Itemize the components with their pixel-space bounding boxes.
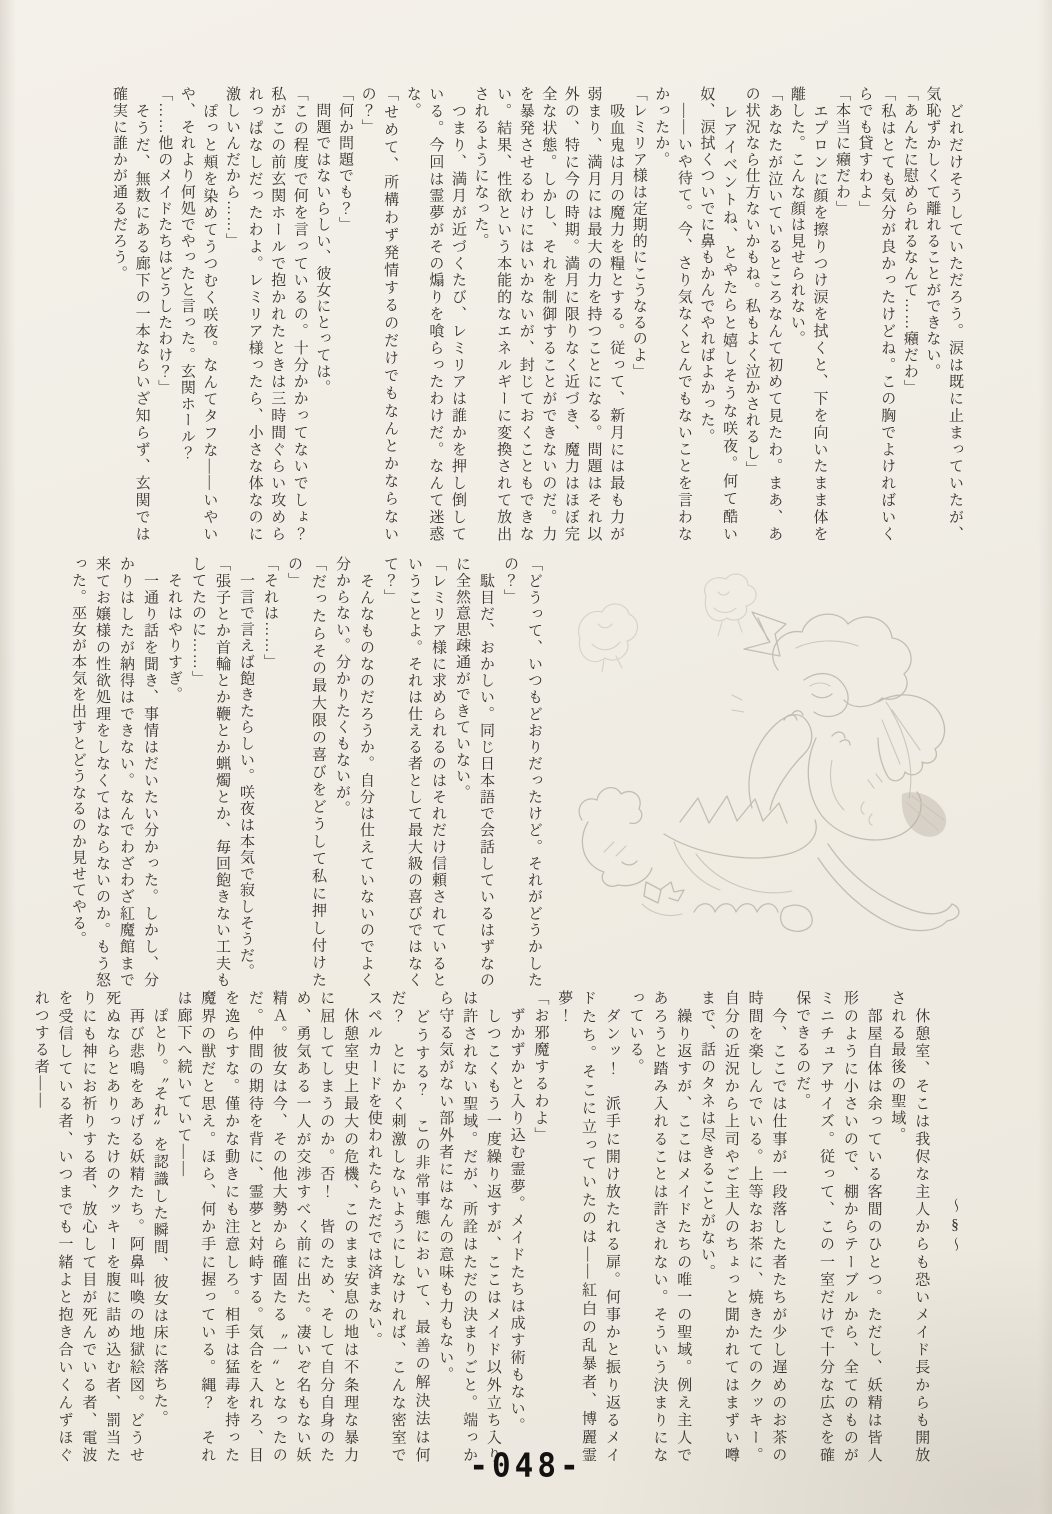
paragraph: 「どうって、いつもどおりだったけど。それがどうかしたの？」	[502, 556, 542, 988]
paragraph: どれだけそうしていただろう。涙は既に止まっていたが、気恥ずかしくて離れることができない。	[924, 86, 963, 542]
paragraph: つまり、満月が近づくたび、レミリアは誰かを押し倒している。今回は霊夢がその煽りを喰らったわけだ。なんて迷惑な。	[404, 86, 466, 542]
top-text-block	[100, 86, 966, 559]
paragraph: しつこくもう一度繰り返すが、ここはメイド以外立ち入りは許されない聖域。だが、所詮はただの決まりごと。端っから守る気がない部外者にはなんの意味も力もない。	[437, 990, 501, 1464]
sketch-illustration	[546, 552, 966, 988]
paragraph: 「張子とか首輪とか鞭とか蝋燭とか、毎回飽きない工夫もしてたのに……」	[190, 556, 230, 988]
paragraph: どうする？ この非常事態において、最善の解決法は何だ？ とにかく刺激しないようにしなければ、こんな密室でスペルカードを使われたらただでは済まない。	[365, 990, 430, 1464]
paragraph: ダンッ！ 派手に開け放たれる扉。何事かと振り返るメイドたち。そこに立っていたのは――紅白の乱暴者、博麗霊夢！	[556, 990, 620, 1464]
paragraph: 休憩室、そこは我侭な主人からも恐いメイド長からも開放される最後の聖域。	[889, 990, 930, 1464]
paragraph: 一言で言えば飽きたらしい。咲夜は本気で寂しそうだ。	[238, 556, 254, 980]
paragraph: ぽとり。〝それ〟を認識した瞬間、彼女は床に落ちた。	[151, 990, 168, 1428]
paragraph: 「せめて、所構わず発情するのだけでもなんとかならないの？」	[359, 86, 399, 542]
paragraph: そうだ、無数にある廊下の一本ならいざ知らず、玄関では確実に誰かが通るだろう。	[111, 86, 150, 542]
paragraph: エプロンに顔を擦りつけ涙を拭くと、下を向いたまま体を離した。こんな顔は見せられない。	[788, 86, 828, 542]
paragraph: 「それは……」	[262, 556, 278, 671]
paragraph: 問題ではないらしい、彼女にとっては。	[314, 86, 331, 396]
paragraph: 駄目だ、おかしい。同じ日本語で会話しているはずなのに全然意思疎通ができていない。	[454, 556, 494, 988]
paragraph: 今、ここでは仕事が一段落した者たちが少し遅めのお茶の時間を楽しんでいる。上等なお茶に、焼きたてのクッキー。自分の近況から上司やご主人のちょっと聞かれてはまずい噂まで、話のタネは尽きることがない。	[699, 990, 787, 1464]
pencil-sketch-svg	[546, 552, 966, 988]
paragraph: 一通り話を聞き、事情はだいたい分かった。しかし、分かりはしたが納得はできない。なんでわざわざ紅魔館まで来てお嬢様の性欲処理をしなくてはならないのか。もう怒った。巫女が本気を出すとどうなるのか見せてやる。	[70, 556, 158, 988]
section-divider: 〜§〜	[947, 1198, 963, 1256]
paragraph: 「……他のメイドたちはどうしたわけ？」	[156, 86, 173, 396]
paragraph: 吸血鬼は月の魔力を糧とする。従って、新月には最も力が弱まり、満月には最大の力を持つことになる。問題はそれ以外の、特に今の時期。満月に限りなく近づき、魔力はほぼ完全な状態。しかし、それを制御することができないのだ。力を暴発させるわけにはいかないが、封じておくこともできない。結果、性欲という本能的なエネルギーに変換されて放出されるようになった。	[472, 86, 625, 542]
bottom-text-block	[32, 990, 966, 1464]
paragraph: 「私はとても気分が良かったけどね。この胸でよければいくらでも貸すわよ」	[856, 86, 896, 542]
paragraph: 休憩室史上最大の危機、このまま安息の地は不条理な暴力に屈してしまうのか。否！ 皆のため、そして自分自身のため、勇気ある一人が交渉すべく前に出た。凄いぞ名もない妖精Ａ。彼女は今、その他大勢から確固たる〝一〟となったのだ。仲間の期待を背に、霊夢と対峙する。気合を入れろ、目を逸らすな。僅かな動きにも注意しろ。相手は猛毒を持った魔界の獣だと思え。ほら、何か手に握っている。縄？ それは廊下へ続いていて――	[175, 990, 359, 1464]
paragraph: 部屋自体は余っている客間のひとつ。ただし、妖精は皆人形のように小さいので、棚からテーブルから、全てのものがミニチュアサイズ。従って、この一室だけで十分な広さを確保できるのだ。	[794, 990, 882, 1464]
paragraph: ぽっと頬を染めてうつむく咲夜。なんてタフな――いやいや、それより何処でやったと言った。玄関ホール？	[178, 86, 218, 542]
paragraph: 再び悲鳴をあげる妖精たち。阿鼻叫喚の地獄絵図。どうせ死ぬならとありったけのクッキーを腹に詰め込む者、罰当たりにも神にお祈りする者、放心して目が死んでいる者、電波を受信している者、いつまでも一緒よと抱き合いくんずほぐれつする者――	[32, 990, 144, 1464]
paragraph: 「この程度で何を言っているの。十分かかってないでしょ？ 私がこの前玄関ホールで抱かれたときは三時間ぐらい攻められっぱなしだったわよ。レミリア様ったら、小さな体なのに激しいんだから……」	[224, 86, 308, 559]
paragraph: 繰り返すが、ここはメイドたちの唯一の聖域。例え主人であろうと踏み入れることは許されない。そういう決まりになっている。	[627, 990, 692, 1464]
paragraph: ずかずかと入り込む霊夢。メイドたちは成す術もない。	[508, 990, 525, 1435]
paragraph: 「あなたが泣いているところなんて初めて見たわ。まあ、あの状況なら仕方ないかもね。私もよく泣かされるし」	[743, 86, 783, 542]
paragraph: 「あんたに慰められるなんて……癪だわ」	[901, 86, 918, 396]
middle-text-block	[70, 556, 546, 988]
paragraph: 「お邪魔するわよ」	[532, 990, 549, 1144]
paragraph: ――いや待て。今、さり気なくとんでもないことを言わなかったか。	[653, 86, 692, 542]
paragraph: 「本当に癪だわ」	[834, 86, 851, 217]
paragraph: 「何か問題でも？」	[336, 86, 353, 233]
paragraph: そんなものなのだろうか。自分は仕えていないのでよく分からない。分かりたくもないが。	[334, 556, 374, 988]
paragraph: 「だったらその最大限の喜びをどうして私に押し付けたの」	[286, 556, 326, 988]
paragraph: 「レミリア様は定期的にこうなるのよ」	[630, 86, 647, 380]
page-number: -048-	[469, 1447, 583, 1485]
paragraph: 「レミリア様に求められるのはそれだけ信頼されているということよ。それは仕える者として最大級の喜びではなくて？」	[382, 556, 446, 988]
paragraph: それはやりすぎ。	[166, 556, 182, 703]
paragraph: レアイベントね、とやたらと嬉しそうな咲夜。何て酷い奴、涙拭くついでに鼻もかんでやればよかった。	[698, 86, 738, 542]
